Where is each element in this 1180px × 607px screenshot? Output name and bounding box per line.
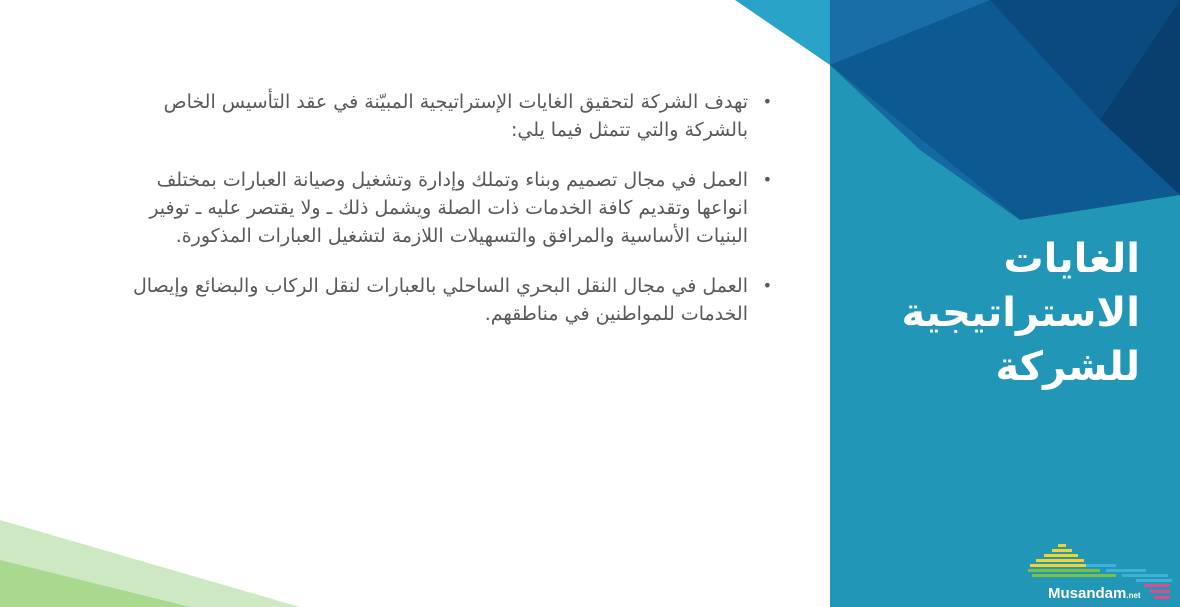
- logo-suffix: .net: [1126, 591, 1141, 600]
- bullet-icon: •: [762, 276, 772, 295]
- bullet-item-coastal-transport: [120, 272, 780, 328]
- bullet-item-ferry-operations: [120, 166, 780, 250]
- top-triangle-light: [735, 0, 830, 65]
- bullet-list: [120, 88, 780, 328]
- bullet-icon: •: [762, 92, 772, 111]
- bullet-text: تهدف الشركة لتحقيق الغايات الإستراتيجية المبيّنة في عقد التأسيس الخاص بالشركة والتي تتمثل فيما يلي:: [163, 91, 748, 141]
- logo-text: [1048, 585, 1141, 602]
- bullet-text: العمل في مجال تصميم وبناء وتملك وإدارة وتشغيل وصيانة العبارات بمختلف انواعها وتقديم كافة الخدمات ذات الصلة ويشمل ذلك ـ ولا يقتصر عليه ـ توفير البنيات الأساسية والمرافق والتسهيلات اللازمة لتشغيل العبارات المذكورة.: [149, 169, 748, 247]
- slide-title: [870, 232, 1140, 394]
- logo-name: Musandam: [1048, 585, 1127, 602]
- title-line: للشركة: [995, 344, 1140, 390]
- bullet-icon: •: [762, 170, 772, 189]
- bullet-item-objectives-intro: [120, 88, 780, 144]
- musandam-logo: [1026, 540, 1176, 604]
- title-line: الغايات: [1003, 236, 1140, 282]
- content-area: [120, 88, 780, 350]
- bullet-text: العمل في مجال النقل البحري الساحلي بالعبارات لنقل الركاب والبضائع وإيصال الخدمات للمواطنين في مناطقهم.: [132, 275, 748, 325]
- title-line: الاستراتيجية: [901, 290, 1140, 336]
